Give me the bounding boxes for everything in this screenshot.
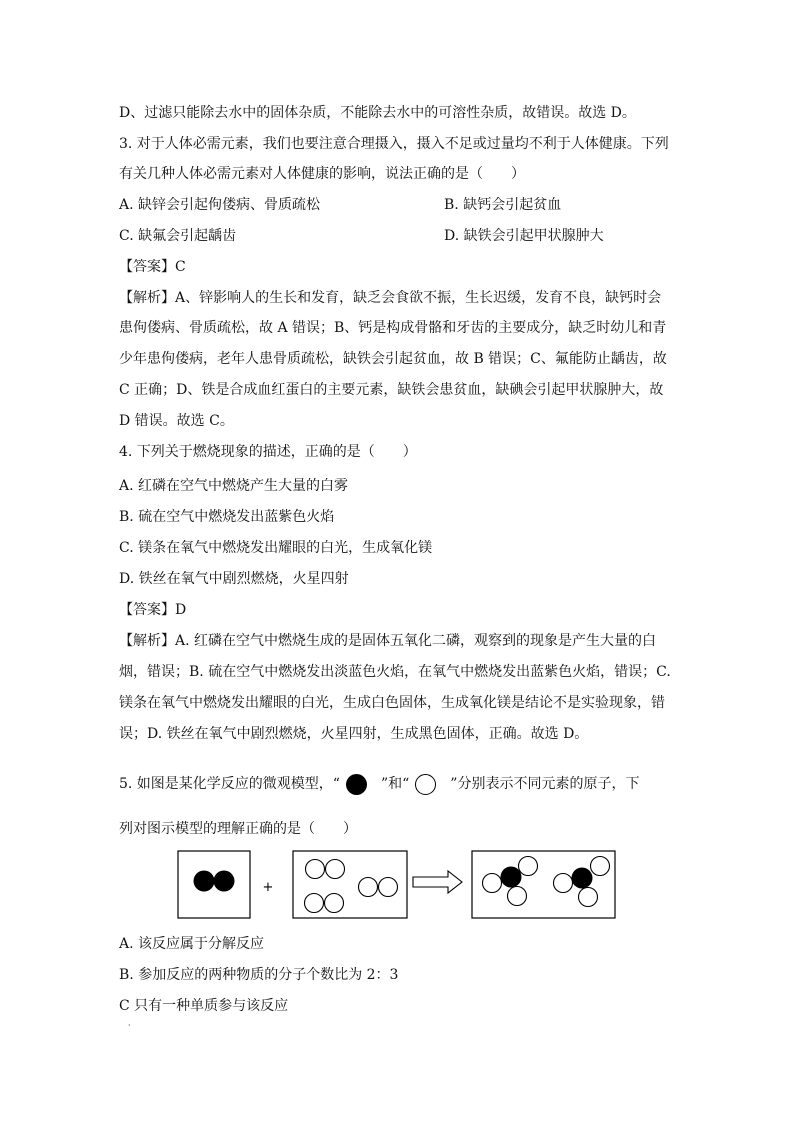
q5-option-c: C 只有一种单质参与该反应 xyxy=(119,998,289,1014)
white-atom xyxy=(591,857,610,876)
q4-option-d: D. 铁丝在氧气中剧烈燃烧，火星四射 xyxy=(119,571,349,587)
question-5-stem-line-2: 列对图示模型的理解正确的是（ ） xyxy=(119,821,357,837)
black-atom xyxy=(501,867,522,888)
white-atom xyxy=(379,878,398,897)
black-atom xyxy=(194,871,215,892)
white-atom xyxy=(554,874,573,893)
question-3-line-1: 3. 对于人体必需元素，我们也要注意合理摄入，摄入不足或过量均不利于人体健康。下列 xyxy=(119,136,669,152)
q4-analysis-line: 镁条在氧气中燃烧发出耀眼的白光，生成白色固体，生成氧化镁是结论不是实验现象，错 xyxy=(119,695,665,711)
white-atom xyxy=(483,874,502,893)
white-atom xyxy=(326,860,345,879)
q4-option-b: B. 硫在空气中燃烧发出蓝紫色火焰 xyxy=(119,509,335,525)
q3-analysis-line: 患佝偻病、骨质疏松，故 A 错误；B、钙是构成骨骼和牙齿的主要成分，缺乏时幼儿和青 xyxy=(119,320,667,336)
question-4-stem: 4. 下列关于燃烧现象的描述，正确的是（ ） xyxy=(119,444,417,460)
q3-option-b: B. 缺钙会引起贫血 xyxy=(444,197,562,213)
question-3-line-2: 有关几种人体必需元素对人体健康的影响，说法正确的是（ ） xyxy=(119,166,525,182)
black-atom xyxy=(214,871,235,892)
reactant-box-1 xyxy=(178,851,250,918)
stray-mark: · xyxy=(128,1021,131,1030)
q5-option-b: B. 参加反应的两种物质的分子个数比为 2：3 xyxy=(119,967,399,983)
q3-option-c: C. 缺氟会引起龋齿 xyxy=(119,228,237,244)
white-atom xyxy=(359,878,378,897)
q5-text-part3: ”分别表示不同元素的原子，下 xyxy=(450,776,640,792)
white-atom xyxy=(325,894,344,913)
white-atom xyxy=(519,857,538,876)
white-atom xyxy=(508,887,527,906)
q3-analysis-line: C 正确；D、铁是合成血红蛋白的主要元素，缺铁会患贫血，缺碘会引起甲状腺肿大，故 xyxy=(119,382,664,398)
q4-analysis-line: 烟，错误；B. 硫在空气中燃烧发出淡蓝色火焰，在氧气中燃烧发出蓝紫色火焰，错误；C. xyxy=(119,664,671,680)
q4-analysis-line: 【解析】A. 红磷在空气中燃烧生成的是固体五氧化二磷，观察到的现象是产生大量的白 xyxy=(119,633,657,649)
reaction-arrow xyxy=(413,871,462,893)
q5-text-part1: 5. 如图是某化学反应的微观模型，“ xyxy=(119,776,340,792)
q3-analysis-line: D 错误。故选 C。 xyxy=(119,413,234,429)
white-atom xyxy=(579,888,598,907)
q3-option-a: A. 缺锌会引起佝偻病、骨质疏松 xyxy=(119,197,321,213)
q4-option-a: A. 红磷在空气中燃烧产生大量的白雾 xyxy=(119,478,349,494)
q3-analysis-line: 【解析】A、锌影响人的生长和发育，缺乏会食欲不振，生长迟缓，发育不良，缺钙时会 xyxy=(119,290,662,306)
plus-sign: + xyxy=(262,880,274,895)
q5-option-a: A. 该反应属于分解反应 xyxy=(119,936,265,952)
black-atom xyxy=(572,868,593,889)
q4-analysis-line: 误；D. 铁丝在氧气中剧烈燃烧，火星四射，生成黑色固体，正确。故选 D。 xyxy=(119,726,589,742)
q5-text-part2: ”和“ xyxy=(380,776,410,792)
white-atom xyxy=(306,860,325,879)
text-line: D、过滤只能除去水中的固体杂质，不能除去水中的可溶性杂质，故错误。故选 D。 xyxy=(119,105,636,121)
q4-option-c: C. 镁条在氧气中燃烧发出耀眼的白光，生成氧化镁 xyxy=(119,540,433,556)
q4-answer: 【答案】D xyxy=(119,602,187,618)
q3-analysis-line: 少年患佝偻病，老年人患骨质疏松，缺铁会引起贫血，故 B 错误；C、氟能防止龋齿，故 xyxy=(119,351,667,367)
white-atom xyxy=(305,894,324,913)
q3-option-d: D. 缺铁会引起甲状腺肿大 xyxy=(444,228,604,244)
q3-answer: 【答案】C xyxy=(119,259,186,275)
